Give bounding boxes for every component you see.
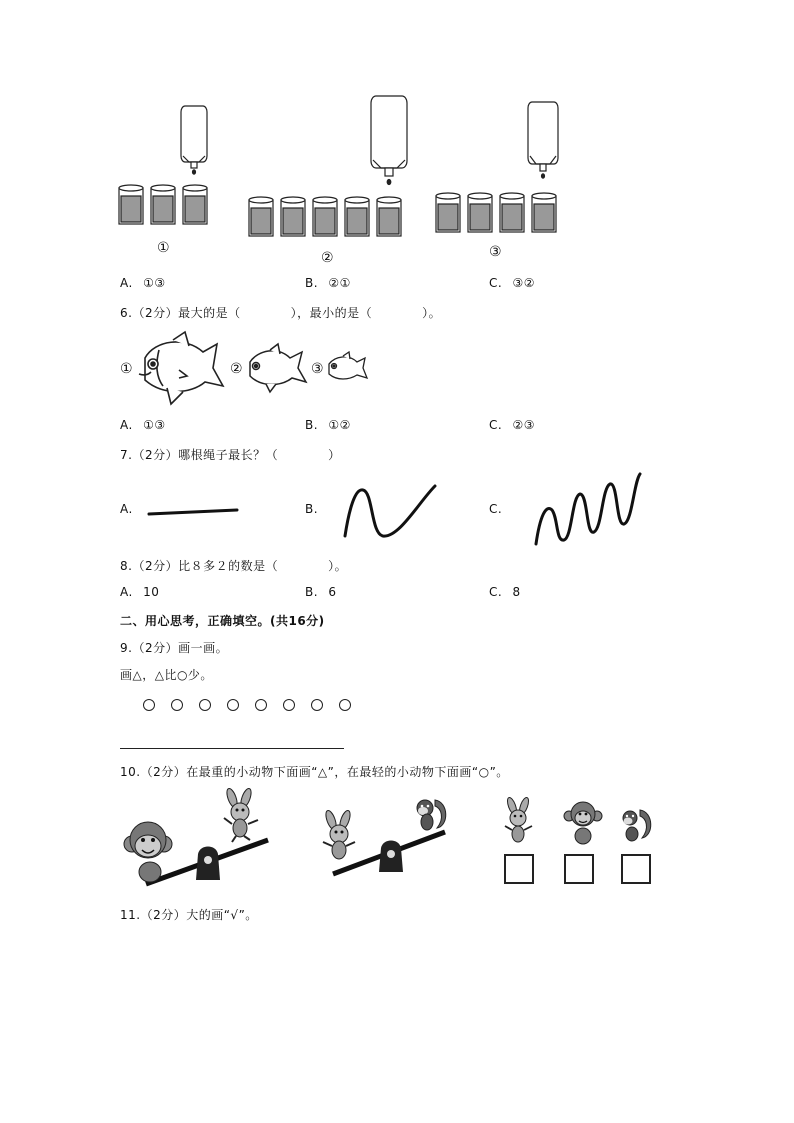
medium-fish-icon: [244, 342, 308, 394]
q8-option-a-letter: A.: [120, 585, 133, 599]
q9-stem: 9.（2分）画一画。: [120, 641, 229, 655]
q7-option-b-letter[interactable]: B.: [305, 502, 319, 516]
monkey-answer-box[interactable]: [564, 854, 594, 884]
straight-rope-icon: [145, 500, 245, 520]
q9-circle: [311, 699, 323, 711]
q8-option-c[interactable]: [489, 585, 521, 599]
q9-circle: [199, 699, 211, 711]
q6-fish-label-1: ①: [120, 361, 134, 377]
q8-stem: 8.（2分）比８多２的数是（ ）。: [120, 559, 348, 573]
q9-circle: [255, 699, 267, 711]
rabbit-icon: [502, 796, 536, 846]
q7-stem: 7.（2分）哪根绳子最长？（ ）: [120, 448, 341, 462]
q5-option-c-letter: C.: [489, 276, 503, 290]
q9-circle: [143, 699, 155, 711]
q6-option-b[interactable]: [305, 418, 351, 432]
q5-option-a-text: ①③: [143, 276, 166, 290]
small-fish-icon: [325, 350, 369, 386]
q5-option-a-letter: A.: [120, 276, 133, 290]
q5-group-label-1: ①: [157, 240, 171, 256]
q8-option-c-letter: C.: [489, 585, 503, 599]
q8-option-b[interactable]: [305, 585, 337, 599]
rabbit-answer-box[interactable]: [504, 854, 534, 884]
q9-circle: [283, 699, 295, 711]
squirrel-answer-box[interactable]: [621, 854, 651, 884]
q6-option-c-text: ②③: [512, 418, 536, 432]
q9-instruction: 画△，△比○少。: [120, 668, 213, 682]
squirrel-icon: [618, 806, 654, 846]
q9-circle: [339, 699, 351, 711]
zigzag-rope-icon: [528, 466, 652, 552]
q8-option-c-text: 8: [512, 585, 521, 599]
q6-option-b-text: ①②: [328, 418, 351, 432]
q6-option-c[interactable]: [489, 418, 535, 432]
q11-stem: 11.（2分）大的画“√”。: [120, 908, 258, 922]
q9-circle: [227, 699, 239, 711]
seesaw-rabbit-squirrel-figure: [305, 792, 455, 884]
q5-option-b-text: ②①: [328, 276, 351, 290]
q5-option-b[interactable]: [305, 276, 351, 290]
q8-option-b-text: 6: [328, 585, 337, 599]
q6-option-b-letter: B.: [305, 418, 319, 432]
q6-option-a[interactable]: [120, 418, 166, 432]
q7-option-c-letter[interactable]: C.: [489, 502, 503, 516]
q6-stem: 6.（2分）最大的是（ ），最小的是（ ）。: [120, 306, 442, 320]
q8-option-b-letter: B.: [305, 585, 319, 599]
wavy-rope-icon: [335, 480, 445, 544]
q5-group-label-2: ②: [321, 250, 335, 266]
squirrel-icon: [417, 800, 446, 830]
q5-option-a[interactable]: [120, 276, 166, 290]
q6-option-a-text: ①③: [143, 418, 166, 432]
q6-option-c-letter: C.: [489, 418, 503, 432]
q7-option-a-letter[interactable]: A.: [120, 502, 133, 516]
monkey-icon: [563, 800, 603, 846]
q6-fish-label-2: ②: [230, 361, 244, 377]
seesaw-monkey-rabbit-figure: [118, 788, 288, 892]
large-fish-icon: [133, 330, 225, 408]
q5-figure-group-2: [245, 94, 415, 244]
q8-option-a[interactable]: [120, 585, 159, 599]
q6-fish-label-3: ③: [311, 361, 325, 377]
q8-option-a-text: 10: [143, 585, 160, 599]
section-2-heading: 二、用心思考，正确填空。(共16分): [120, 614, 325, 628]
q5-option-c-text: ③②: [512, 276, 536, 290]
q10-stem: 10.（2分）在最重的小动物下面画“△”，在最轻的小动物下面画“○”。: [120, 765, 509, 779]
q5-option-b-letter: B.: [305, 276, 319, 290]
rabbit-icon: [323, 809, 355, 859]
q9-circle: [171, 699, 183, 711]
q5-option-c[interactable]: [489, 276, 535, 290]
rabbit-icon: [224, 787, 258, 842]
monkey-icon: [124, 822, 172, 882]
q9-answer-line[interactable]: [120, 748, 344, 749]
q5-figure-group-3: [432, 98, 562, 238]
q5-figure-group-1: [115, 100, 215, 235]
q5-group-label-3: ③: [489, 244, 503, 260]
q6-option-a-letter: A.: [120, 418, 133, 432]
